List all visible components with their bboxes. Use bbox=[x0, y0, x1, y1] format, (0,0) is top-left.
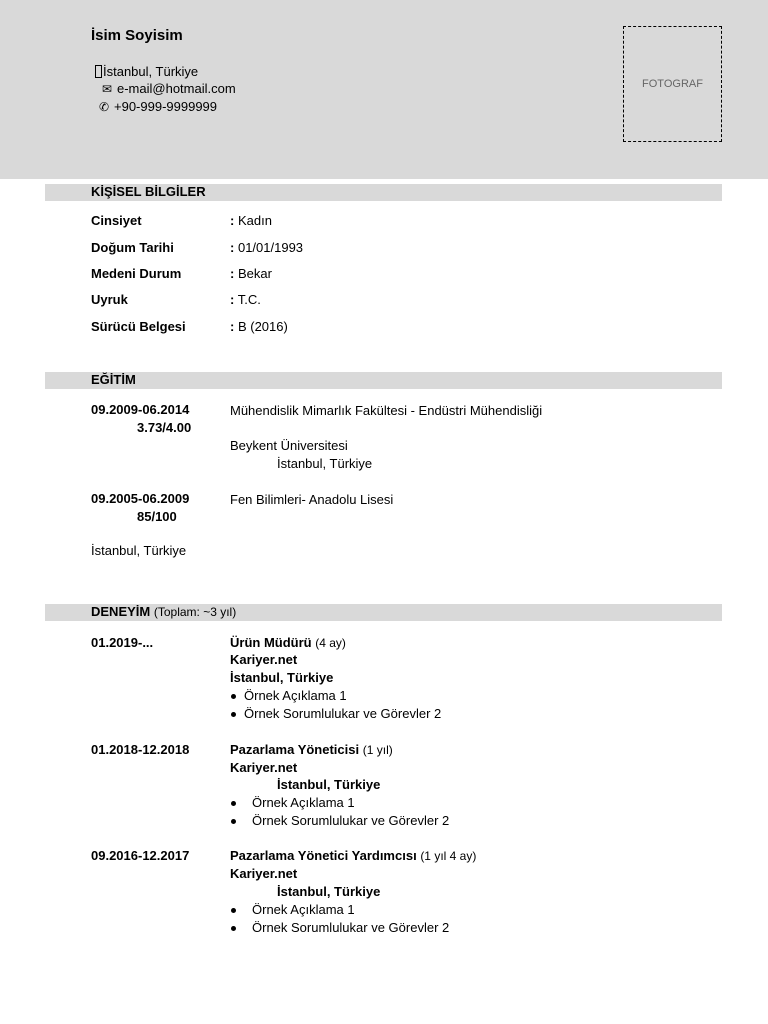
bullet-icon bbox=[231, 801, 236, 806]
label-driving-license: Sürücü Belgesi bbox=[91, 319, 186, 334]
location-icon bbox=[95, 65, 102, 78]
exp-2-role: Pazarlama Yöneticisi (1 yıl) bbox=[230, 742, 393, 757]
label-nationality: Uyruk bbox=[91, 292, 128, 307]
section-title-education: EĞİTİM bbox=[91, 372, 136, 387]
exp-2-company: Kariyer.net bbox=[230, 760, 298, 775]
experience-total: (Toplam: ~3 yıl) bbox=[153, 605, 237, 619]
label-marital-status: Medeni Durum bbox=[91, 266, 182, 281]
exp-1-dates: 01.2019-... bbox=[91, 635, 154, 650]
exp-2-bullet-1: Örnek Açıklama 1 bbox=[231, 795, 355, 810]
section-bar-education bbox=[45, 372, 722, 389]
location-text: İstanbul, Türkiye bbox=[103, 64, 199, 79]
email-text[interactable]: e-mail@hotmail.com bbox=[117, 81, 236, 96]
value-birth-date: : 01/01/1993 bbox=[230, 240, 304, 255]
edu-2-program: Fen Bilimleri- Anadolu Lisesi bbox=[230, 492, 394, 507]
value-driving-license: : B (2016) bbox=[230, 319, 288, 334]
exp-3-location: İstanbul, Türkiye bbox=[277, 884, 381, 899]
exp-3-company: Kariyer.net bbox=[230, 866, 298, 881]
bullet-icon bbox=[231, 819, 236, 824]
exp-2-bullet-2: Örnek Sorumlulukar ve Görevler 2 bbox=[231, 813, 449, 828]
exp-1-role: Ürün Müdürü (4 ay) bbox=[230, 635, 346, 650]
exp-1-bullet-1: Örnek Açıklama 1 bbox=[231, 688, 347, 703]
value-marital-status: : Bekar bbox=[230, 266, 272, 281]
bullet-icon bbox=[231, 694, 236, 699]
exp-1-bullet-2: Örnek Sorumlulukar ve Görevler 2 bbox=[231, 706, 441, 721]
envelope-icon: ✉ bbox=[101, 81, 113, 96]
edu-2-dates: 09.2005-06.2009 bbox=[91, 491, 190, 506]
exp-3-bullet-2: Örnek Sorumlulukar ve Görevler 2 bbox=[231, 920, 449, 935]
photo-placeholder bbox=[623, 26, 722, 142]
edu-1-school: Beykent Üniversitesi bbox=[230, 438, 348, 453]
exp-3-role: Pazarlama Yönetici Yardımcısı (1 yıl 4 ay) bbox=[230, 848, 477, 863]
value-gender: : Kadın bbox=[230, 213, 272, 228]
phone-icon: ✆ bbox=[98, 99, 110, 114]
edu-2-grade: 85/100 bbox=[137, 509, 177, 524]
exp-1-company: Kariyer.net bbox=[230, 652, 298, 667]
contact-phone bbox=[97, 99, 217, 114]
contact-email bbox=[100, 81, 236, 96]
label-gender: Cinsiyet bbox=[91, 213, 142, 228]
edu-1-program: Mühendislik Mimarlık Fakültesi - Endüstri Mühendisliği bbox=[230, 403, 543, 418]
label-birth-date: Doğum Tarihi bbox=[91, 240, 174, 255]
value-nationality: : T.C. bbox=[230, 292, 261, 307]
edu-2-location: İstanbul, Türkiye bbox=[91, 543, 187, 558]
exp-3-dates: 09.2016-12.2017 bbox=[91, 848, 190, 863]
photo-label: FOTOGRAF bbox=[642, 78, 703, 90]
exp-2-dates: 01.2018-12.2018 bbox=[91, 742, 190, 757]
edu-1-dates: 09.2009-06.2014 bbox=[91, 402, 190, 417]
exp-3-bullet-1: Örnek Açıklama 1 bbox=[231, 902, 355, 917]
contact-location bbox=[95, 64, 198, 79]
edu-1-grade: 3.73/4.00 bbox=[137, 420, 192, 435]
exp-2-location: İstanbul, Türkiye bbox=[277, 777, 381, 792]
phone-text: +90-999-9999999 bbox=[114, 99, 218, 114]
bullet-icon bbox=[231, 926, 236, 931]
bullet-icon bbox=[231, 712, 236, 717]
edu-1-location: İstanbul, Türkiye bbox=[277, 456, 373, 471]
section-title-experience: DENEYİM (Toplam: ~3 yıl) bbox=[91, 604, 237, 619]
section-title-personal: KİŞİSEL BİLGİLER bbox=[91, 184, 206, 199]
person-name: İsim Soyisim bbox=[91, 27, 183, 44]
exp-1-location: İstanbul, Türkiye bbox=[230, 670, 334, 685]
bullet-icon bbox=[231, 908, 236, 913]
